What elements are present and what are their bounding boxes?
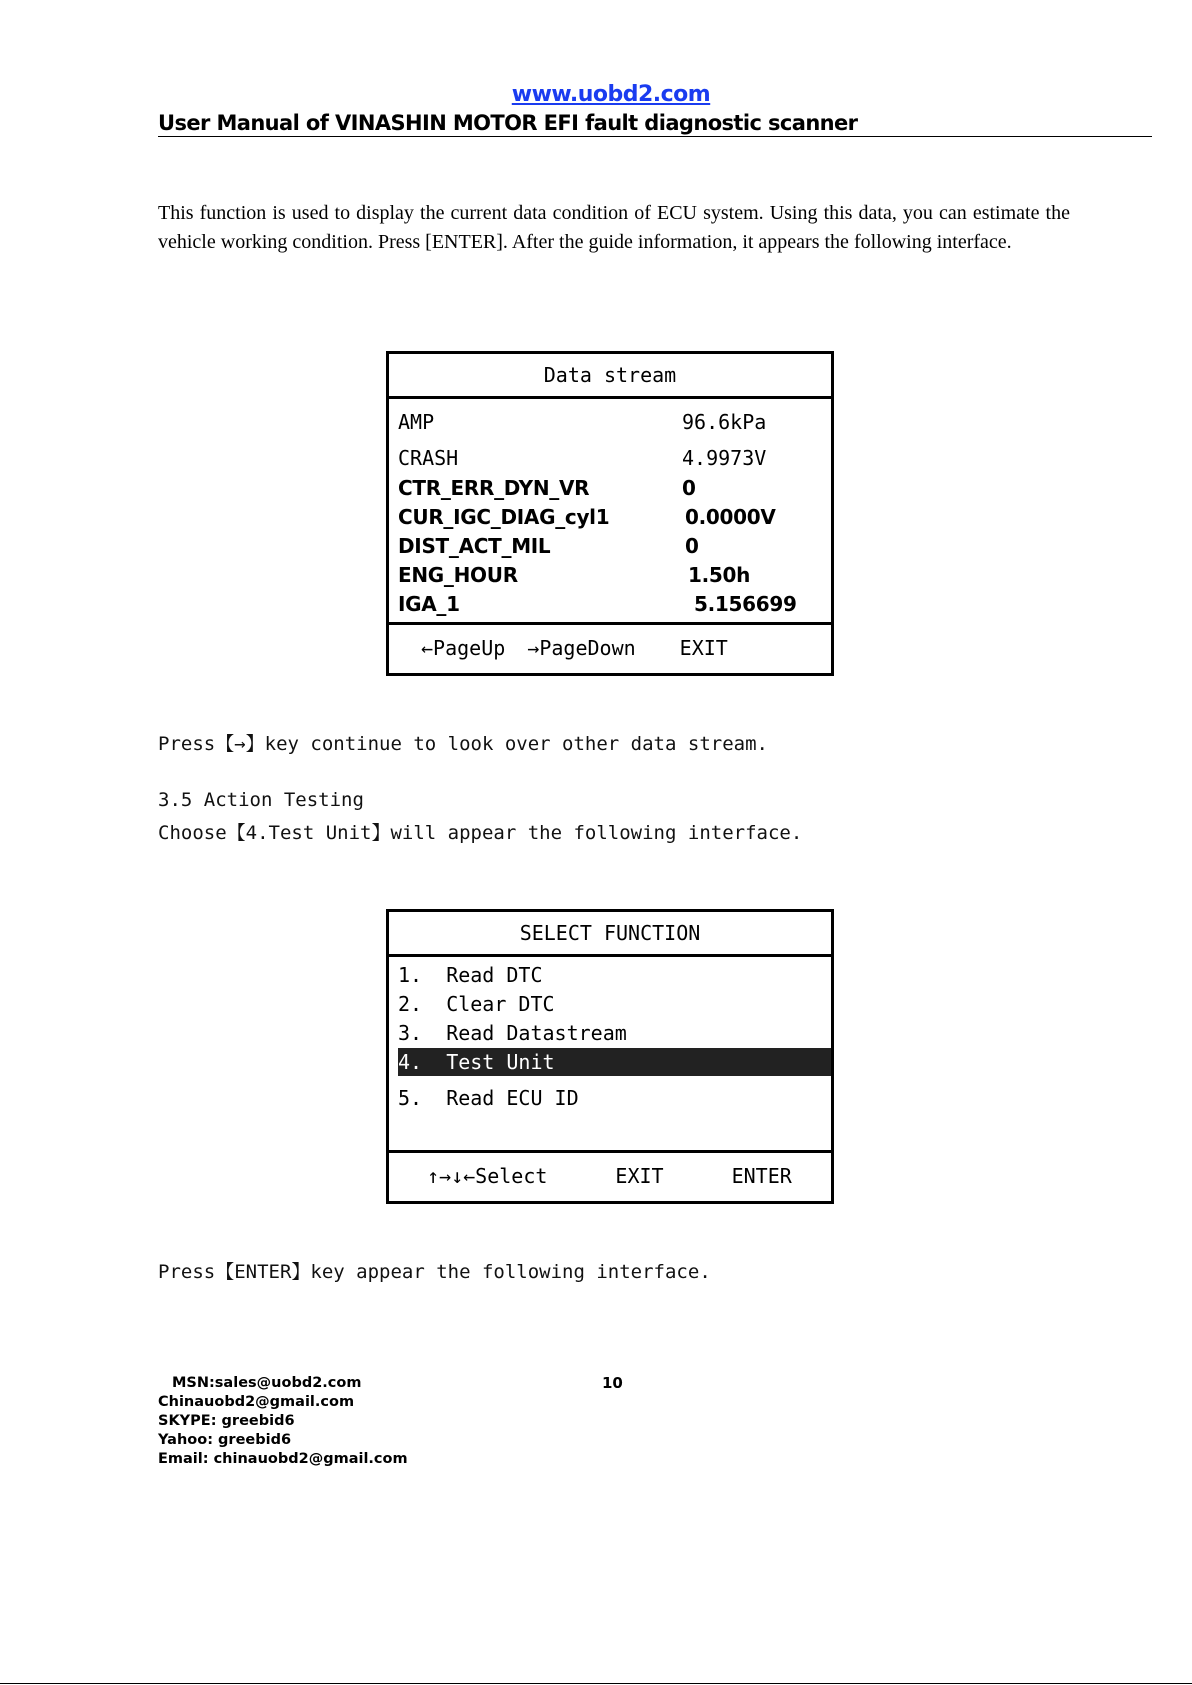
data-row-name: ENG_HOUR	[398, 563, 518, 587]
press-arrow-instruction: Press【→】key continue to look over other data stream.	[158, 733, 768, 755]
data-row-value: 0	[682, 476, 696, 500]
menu-item-test-unit[interactable]	[398, 1048, 831, 1076]
contact-gmail: Chinauobd2@gmail.com	[158, 1394, 355, 1410]
menu-item-number: 2.	[398, 992, 423, 1016]
data-row	[398, 476, 831, 502]
data-row-value: 1.50h	[688, 563, 751, 587]
menu-item-number: 1.	[398, 963, 423, 987]
data-row-value: 0.0000V	[685, 505, 776, 529]
data-row-value: 5.156699	[694, 592, 797, 616]
menu-item-number: 4.	[398, 1050, 423, 1074]
menu-item-label: Read ECU ID	[446, 1086, 579, 1110]
data-row-name: CTR_ERR_DYN_VR	[398, 476, 590, 500]
data-row-value: 96.6kPa	[682, 410, 767, 434]
section-heading: 3.5 Action Testing	[158, 789, 364, 811]
header-divider	[158, 136, 1152, 137]
select-function-panel	[386, 909, 834, 1204]
contact-info	[158, 1374, 408, 1469]
intro-paragraph: This function is used to display the current data condition of ECU system. Using this data, you can estimate the vehicle working condition. Press [ENTER]. After the guide information, it appears the following interface.	[158, 202, 1070, 253]
menu-item-read-ecu-id[interactable]	[398, 1084, 831, 1112]
contact-msn: MSN:sales@uobd2.com	[172, 1375, 362, 1391]
exit-button[interactable]: EXIT	[615, 1164, 664, 1188]
enter-button[interactable]: ENTER	[731, 1164, 792, 1188]
page-bottom-rule	[0, 1683, 1192, 1684]
menu-item-read-datastream[interactable]	[398, 1019, 831, 1047]
page-up-button[interactable]: ←PageUp	[421, 636, 506, 660]
menu-item-number: 3.	[398, 1021, 423, 1045]
data-stream-panel	[386, 351, 834, 676]
data-row	[398, 592, 831, 618]
data-row	[398, 563, 831, 589]
data-row-value: 4.9973V	[682, 446, 767, 470]
data-row-name: CRASH	[398, 446, 459, 470]
select-button[interactable]: ↑→↓←Select	[427, 1164, 548, 1188]
data-row-name: IGA_1	[398, 592, 460, 616]
document-title: User Manual of VINASHIN MOTOR EFI fault diagnostic scanner	[158, 111, 858, 135]
data-stream-title: Data stream	[389, 354, 831, 399]
site-link[interactable]: www.uobd2.com	[511, 82, 711, 107]
function-menu	[389, 957, 831, 1153]
page-down-button[interactable]: →PageDown	[527, 636, 636, 660]
select-function-title: SELECT FUNCTION	[389, 912, 831, 957]
menu-item-label: Read DTC	[446, 963, 543, 987]
data-row-name: DIST_ACT_MIL	[398, 534, 551, 558]
menu-item-label: Read Datastream	[446, 1021, 627, 1045]
page-number: 10	[602, 1374, 623, 1392]
menu-item-label: Clear DTC	[446, 992, 555, 1016]
data-row	[398, 534, 831, 560]
exit-button[interactable]: EXIT	[679, 636, 728, 660]
data-stream-list	[389, 399, 831, 625]
data-row-name: AMP	[398, 410, 435, 434]
data-row	[398, 410, 831, 436]
menu-item-number: 5.	[398, 1086, 423, 1110]
contact-email: Email: chinauobd2@gmail.com	[158, 1451, 408, 1467]
data-row	[398, 446, 831, 472]
contact-skype: SKYPE: greebid6	[158, 1413, 295, 1429]
data-row-value: 0	[685, 534, 699, 558]
data-stream-footer	[389, 625, 831, 671]
select-function-footer	[389, 1153, 831, 1199]
section-instruction: Choose【4.Test Unit】will appear the following interface.	[158, 822, 803, 844]
data-row-name: CUR_IGC_DIAG_cyl1	[398, 505, 610, 529]
menu-item-label: Test Unit	[446, 1050, 555, 1074]
data-row	[398, 505, 831, 531]
press-enter-instruction: Press【ENTER】key appear the following interface.	[158, 1261, 711, 1283]
contact-yahoo: Yahoo: greebid6	[158, 1432, 292, 1448]
menu-item-read-dtc[interactable]	[398, 961, 831, 989]
menu-item-clear-dtc[interactable]	[398, 990, 831, 1018]
